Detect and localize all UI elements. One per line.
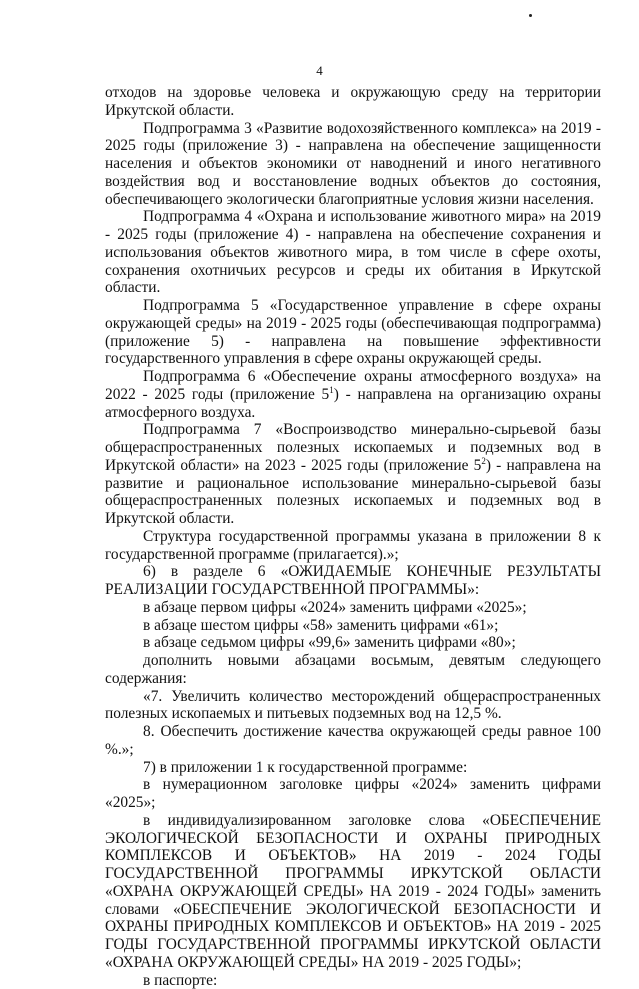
paragraph-abzac-7: в абзаце седьмом цифры «99,6» заменить цифрами «80»; <box>105 634 601 652</box>
scan-speck <box>529 14 532 17</box>
paragraph-passport: в паспорте: <box>105 972 601 989</box>
paragraph-subprogram-4: Подпрограмма 4 «Охрана и использование животного мира» на 2019 - 2025 годы (приложение 4) - направлена на обеспечение сохранения и использования объектов животного мира, в том числе в сфере охоты, сохранения охотничьих ресурсов и среды их обитания в Иркутской области. <box>105 208 601 297</box>
paragraph-abzac-6: в абзаце шестом цифры «58» заменить цифрами «61»; <box>105 617 601 635</box>
paragraph-subprogram-5: Подпрограмма 5 «Государственное управление в сфере охраны окружающей среды» на 2019 - 2025 годы (обеспечивающая подпрограмма) (приложение 5) - направлена на повышение эффективности государственного управления в сфере охраны окружающей среды. <box>105 297 601 368</box>
paragraph-add-abzacs: дополнить новыми абзацами восьмым, девятым следующего содержания: <box>105 652 601 688</box>
paragraph-section-6: 6) в разделе 6 «ОЖИДАЕМЫЕ КОНЕЧНЫЕ РЕЗУЛЬТАТЫ РЕАЛИЗАЦИИ ГОСУДАРСТВЕННОЙ ПРОГРАММЫ»: <box>105 563 601 599</box>
paragraph-individual-header: в индивидуализированном заголовке слова «ОБЕСПЕЧЕНИЕ ЭКОЛОГИЧЕСКОЙ БЕЗОПАСНОСТИ И ОХРАНЫ ПРИРОДНЫХ КОМПЛЕКСОВ И ОБЪЕКТОВ» НА 2019 - 2024 ГОДЫ ГОСУДАРСТВЕННОЙ ПРОГРАММЫ ИРКУТСКОЙ ОБЛАСТИ «ОХРАНА ОКРУЖАЮЩЕЙ СРЕДЫ» НА 2019 - 2024 ГОДЫ» заменить словами «ОБЕСПЕЧЕНИЕ ЭКОЛОГИЧЕСКОЙ БЕЗОПАСНОСТИ И ОХРАНЫ ПРИРОДНЫХ КОМПЛЕКСОВ И ОБЪЕКТОВ» НА 2019 - 2025 ГОДЫ ГОСУДАРСТВЕННОЙ ПРОГРАММЫ ИРКУТСКОЙ ОБЛАСТИ «ОХРАНА ОКРУЖАЮЩЕЙ СРЕДЫ» НА 2019 - 2025 ГОДЫ»; <box>105 812 601 972</box>
paragraph-waste-continuation: отходов на здоровье человека и окружающую среду на территории Иркутской области. <box>105 84 601 120</box>
subprogram-6-text-a: Подпрограмма 6 «Обеспечение охраны атмосферного воздуха» на 2022 - 2025 годы (приложение 5 <box>105 368 601 403</box>
subprogram-6-text-b: ) - направлена на организацию охраны атмосферного воздуха. <box>105 386 601 421</box>
page-number: 4 <box>0 63 639 79</box>
paragraph-numbering-header: в нумерационном заголовке цифры «2024» заменить цифрами «2025»; <box>105 776 601 812</box>
subprogram-7-superscript: 2 <box>481 456 486 466</box>
paragraph-program-structure: Структура государственной программы указана в приложении 8 к государственной программе (прилагается).»; <box>105 528 601 564</box>
paragraph-subprogram-7 <box>105 421 601 528</box>
paragraph-subprogram-3: Подпрограмма 3 «Развитие водохозяйственного комплекса» на 2019 - 2025 годы (приложение 3) - направлена на обеспечение защищенности населения и объектов экономики от наводнений и иного негативного воздействия вод и восстановление водных объектов до состояния, обеспечивающего экологически благоприятные условия жизни населения. <box>105 120 601 209</box>
paragraph-result-8: 8. Обеспечить достижение качества окружающей среды равное 100 %.»; <box>105 723 601 759</box>
subprogram-6-superscript: 1 <box>329 385 334 395</box>
paragraph-subprogram-6 <box>105 368 601 421</box>
paragraph-abzac-1: в абзаце первом цифры «2024» заменить цифрами «2025»; <box>105 599 601 617</box>
paragraph-appendix-1: 7) в приложении 1 к государственной программе: <box>105 759 601 777</box>
subprogram-7-text-b: ) - направлена на развитие и рациональное использование минерально-сырьевой базы общераспространенных полезных ископаемых и подземных вод в Иркутской области. <box>105 457 601 527</box>
paragraph-result-7: «7. Увеличить количество месторождений общераспространенных полезных ископаемых и питьевых подземных вод на 12,5 %. <box>105 688 601 724</box>
subprogram-7-text-a: Подпрограмма 7 «Воспроизводство минерально-сырьевой базы общераспространенных полезных ископаемых и подземных вод в Иркутской области» на 2023 - 2025 годы (приложение 5 <box>105 421 601 474</box>
document-body <box>105 84 601 989</box>
